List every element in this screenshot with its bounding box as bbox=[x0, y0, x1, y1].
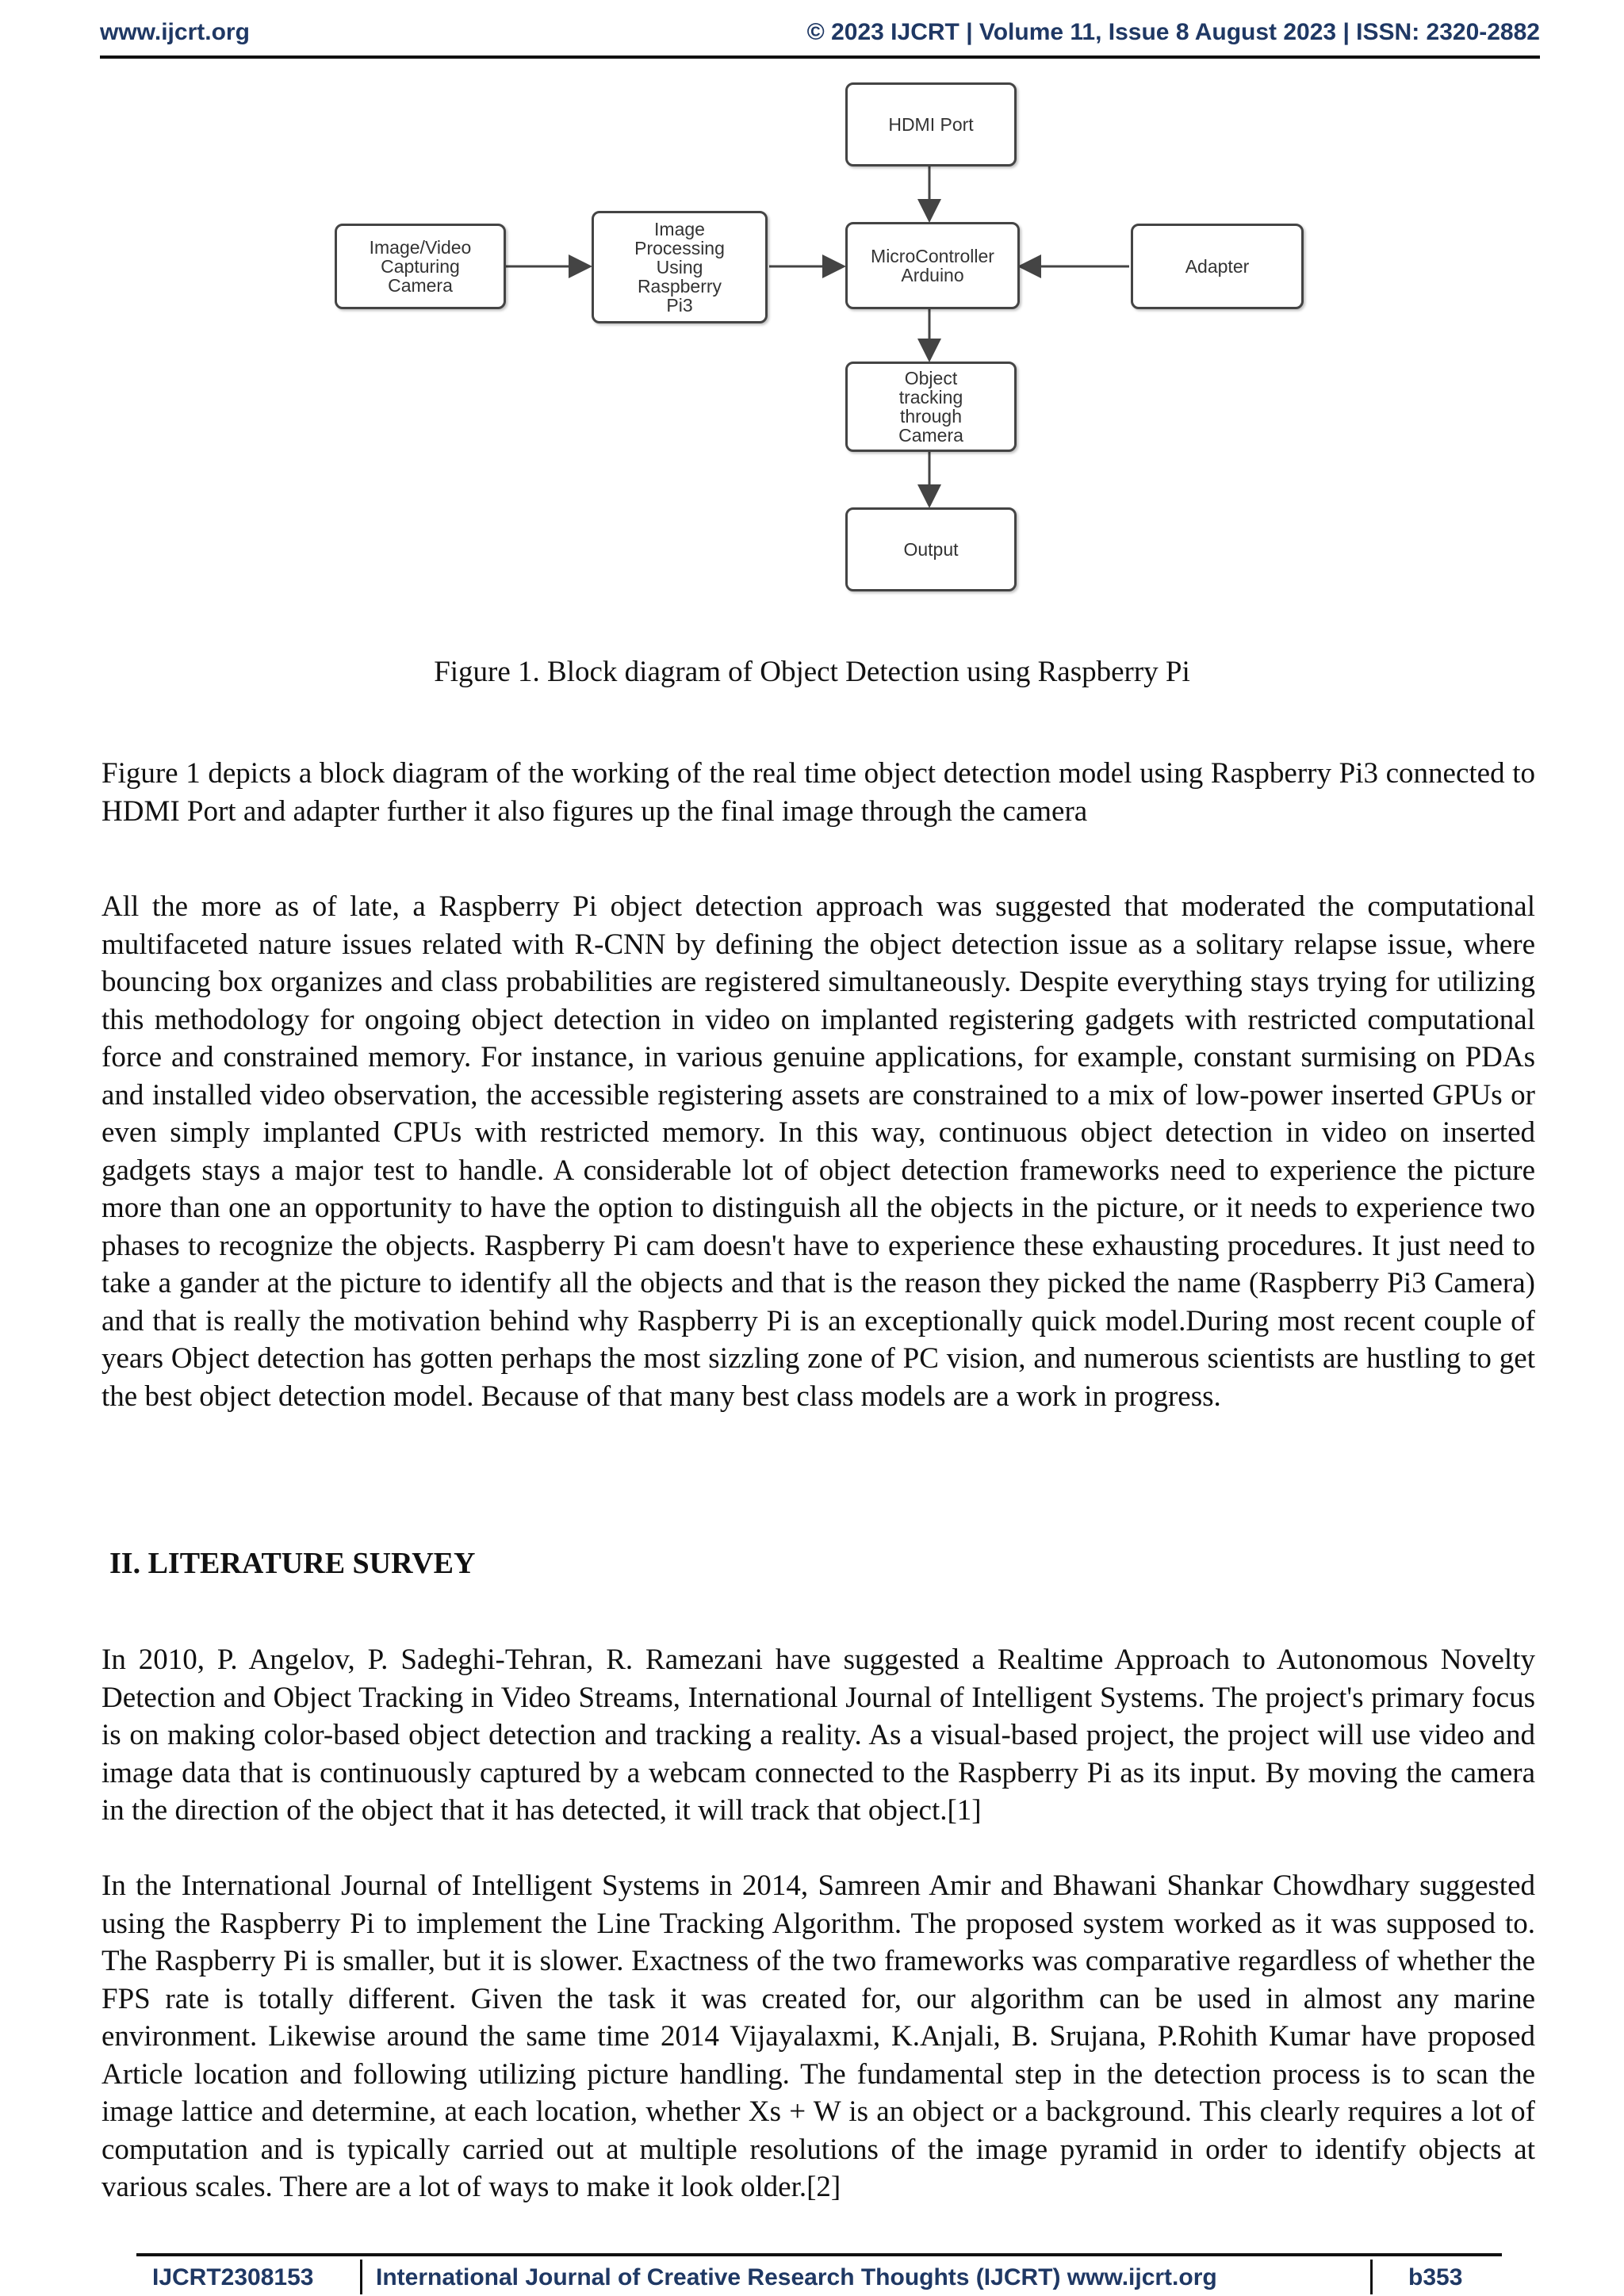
issue-info: © 2023 IJCRT | Volume 11, Issue 8 August 2023 | ISSN: 2320-2882 bbox=[806, 19, 1540, 45]
page-footer bbox=[136, 2253, 1502, 2296]
diagram-connectors bbox=[0, 71, 1624, 610]
node-microcontroller: MicroController Arduino bbox=[845, 222, 1020, 309]
node-output: Output bbox=[845, 507, 1017, 591]
figure-caption: Figure 1. Block diagram of Object Detection using Raspberry Pi bbox=[434, 656, 1190, 688]
node-capturing-camera: Image/Video Capturing Camera bbox=[335, 224, 506, 309]
paper-id: IJCRT2308153 bbox=[152, 2264, 314, 2290]
paragraph-survey-2014: In the International Journal of Intelligent Systems in 2014, Samreen Amir and Bhawani Shankar Chowdhary suggested using the Raspberry Pi to implement the Line Tracking Algorithm. The proposed system worked as it was supposed to. The Raspberry Pi is smaller, but it is slower. Exactness of the two frameworks was comparative regardless of whether the FPS rate is totally different. Given the task it was created for, our algorithm can be used in almost any marine environment. Likewise around the same time 2014 Vijayalaxmi, K.Anjali, B. Srujana, P.Rohith Kumar have proposed Article location and following utilizing picture handling. The fundamental step in the detection process is to scan the image lattice and determine, at each location, whether Xs + W is an object or a background. This clearly requires a lot of computation and is typically carried out at multiple resolutions of the image pyramid in order to identify objects at various scales. There are a lot of ways to make it look older.[2] bbox=[102, 1869, 1535, 2203]
node-image-processing: Image Processing Using Raspberry Pi3 bbox=[592, 211, 768, 323]
node-hdmi-port: HDMI Port bbox=[845, 82, 1017, 166]
footer-divider bbox=[1370, 2260, 1373, 2294]
paragraph-survey-2010: In 2010, P. Angelov, P. Sadeghi-Tehran, R. Ramezani have suggested a Realtime Approach to Autonomous Novelty Detection and Object Tracking in Video Streams, International Journal of Intelligent Systems. The project's primary focus is on making color-based object detection and tracking a reality. As a visual-based project, the project will use video and image data that is continuously captured by a webcam connected to the Raspberry Pi as its input. By moving the camera in the direction of the object that it has detected, it will track that object.[1] bbox=[102, 1644, 1535, 1827]
page-number: b353 bbox=[1408, 2264, 1463, 2290]
node-adapter: Adapter bbox=[1131, 224, 1304, 309]
journal-url: www.ijcrt.org bbox=[100, 19, 250, 45]
footer-journal: International Journal of Creative Research Thoughts (IJCRT) www.ijcrt.org bbox=[376, 2264, 1217, 2290]
paragraph-object-detection: All the more as of late, a Raspberry Pi object detection approach was suggested that moderated the computational multifaceted nature issues related with R-CNN by defining the object detection issue as a solitary relapse issue, where bouncing box organizes and class probabilities are registered simultaneously. Despite everything stays trying for utilizing this methodology for ongoing object detection in video on implanted registering gadgets with restricted computational force and constrained memory. For instance, in various genuine applications, for example, constant surmising on PDAs and installed video observation, the accessible registering assets are constrained to a mix of low-power inserted GPUs or even simply implanted CPUs with restricted memory. In this way, continuous object detection in video on inserted gadgets stays a major test to handle. A considerable lot of object detection frameworks need to experience the picture more than one an opportunity to have the option to distinguish all the objects in the picture, or it needs to experience two phases to recognize the objects. Raspberry Pi cam doesn't have to experience these exhausting procedures. It just need to take a gander at the picture to identify all the objects and that is the reason they picked the name (Raspberry Pi3 Camera) and that is really the motivation behind why Raspberry Pi is an exceptionally quick model.During most recent couple of years Object detection has gotten perhaps the most sizzling zone of PC vision, and numerous scientists are hustling to get the best object detection model. Because of that many best class models are a work in progress. bbox=[102, 890, 1535, 1413]
node-object-tracking: Object tracking through Camera bbox=[845, 362, 1017, 452]
block-diagram bbox=[0, 71, 1624, 610]
section-heading: II. LITERATURE SURVEY bbox=[109, 1547, 476, 1580]
footer-divider bbox=[360, 2260, 362, 2294]
paragraph-figure-description: Figure 1 depicts a block diagram of the working of the real time object detection model using Raspberry Pi3 connected to HDMI Port and adapter further it also figures up the final image through the camera bbox=[102, 757, 1535, 828]
page-header bbox=[100, 17, 1540, 59]
